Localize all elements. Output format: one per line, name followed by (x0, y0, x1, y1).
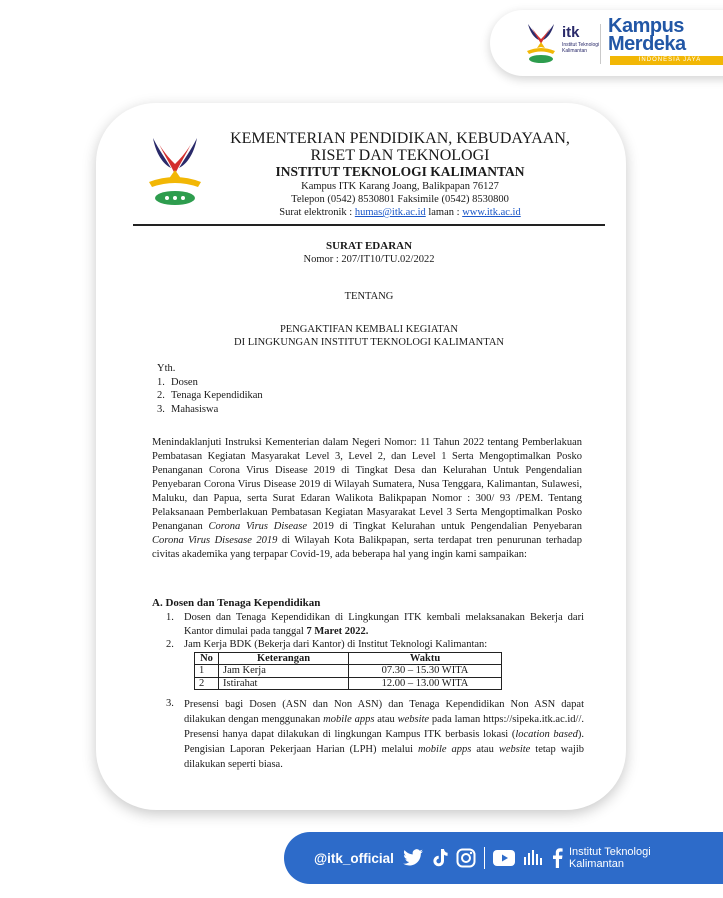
social-separator (484, 847, 485, 869)
kampus-line2: Merdeka (608, 33, 686, 55)
item-text-part: ). Pengisian Laporan Pekerjaan Harian (LPH) melalui (184, 729, 584, 755)
campus-line1: Institut Teknologi (568, 846, 651, 858)
list-number: 3. (157, 403, 165, 415)
start-date: 7 Maret 2022. (306, 625, 369, 637)
table-cell: Istirahat (219, 677, 349, 690)
item-number: 2. (166, 639, 174, 650)
subject-line2: DI LINGKUNGAN INSTITUT TEKNOLOGI KALIMANTAN (234, 337, 504, 348)
social-bar (284, 832, 723, 884)
table-row (195, 665, 502, 678)
item-italic: mobile apps (417, 744, 472, 755)
institution-name: INSTITUT TEKNOLOGI KALIMANTAN (275, 164, 525, 179)
table-cell: 07.30 – 15.30 WITA (349, 665, 502, 678)
tentang-heading: TENTANG (344, 291, 394, 302)
para-italic: Corona Virus Disease (208, 521, 308, 532)
document-type: SURAT EDARAN (325, 240, 413, 252)
table-header: No (195, 652, 219, 665)
table-cell: 2 (195, 677, 219, 690)
item-text-part: atau (471, 744, 499, 755)
email-link[interactable]: humas@itk.ac.id (354, 207, 426, 218)
item-text (184, 697, 584, 772)
twitter-icon[interactable] (402, 849, 424, 867)
item-text-part: Dosen dan Tenaga Kependidikan di Lingkungan ITK kembali melaksanakan Bekerja dari Kantor dimulai pada tanggal (184, 612, 584, 637)
section-a-items (166, 611, 584, 772)
item-italic: mobile apps (323, 714, 375, 725)
ministry-line1: KEMENTERIAN PENDIDIKAN, KEBUDAYAAN, (230, 130, 570, 147)
table-header: Waktu (349, 652, 502, 665)
item-italic: website (397, 714, 430, 725)
indonesia-jaya-tagline: INDONESIA JAYA (610, 56, 723, 65)
web-link[interactable]: www.itk.ac.id (462, 207, 521, 218)
list-number: 2. (157, 390, 165, 401)
brand-header (490, 10, 723, 76)
recipients-block (157, 362, 263, 416)
list-item (157, 376, 263, 390)
waveform-icon[interactable] (523, 849, 543, 867)
para-italic: Corona Virus Disesase 2019 (152, 535, 278, 546)
campus-name (569, 846, 651, 870)
item-text-part: pada laman https://sipeka.itk.ac.id//. Presensi hanya dapat dilakukan di lingkungan Kampus ITK berbasis lokasi ( (184, 714, 584, 740)
kampus-line1: Kampus (608, 15, 684, 37)
brand-divider (600, 24, 601, 64)
intro-paragraph (152, 436, 582, 562)
salutation: Yth. (157, 363, 176, 374)
subject-line1: PENGAKTIFAN KEMBALI KEGIATAN (279, 324, 459, 335)
instagram-icon[interactable] (456, 848, 476, 868)
web-label: laman : (425, 207, 463, 218)
campus-line2: Kalimantan (568, 858, 624, 870)
email-label: Surat elektronik : (279, 207, 355, 218)
list-item (157, 389, 263, 403)
tiktok-icon[interactable] (432, 848, 448, 868)
list-label: Mahasiswa (171, 403, 219, 415)
para-text: di Wilayah Kota Balikpapan, serta terdapat tren penurunan terhadap civitas akademika yang terpapar Covid-19, ada beberapa hal yang ingin kami sampaikan: (152, 535, 582, 560)
kampus-merdeka-logo (608, 17, 686, 53)
youtube-icon[interactable] (493, 850, 515, 866)
list-item (166, 638, 584, 652)
table-cell: Jam Kerja (219, 665, 349, 678)
itk-logo-icon (522, 18, 560, 71)
table-cell: 12.00 – 13.00 WITA (349, 677, 502, 690)
item-text-part: atau (374, 714, 398, 725)
list-label: Tenaga Kependidikan (171, 390, 263, 401)
ministry-line2: RISET DAN TEKNOLOGI (310, 147, 490, 164)
contact-line (210, 206, 590, 219)
para-text: 2019 di Tingkat Kelurahan untuk Pengendalian Penyebaran (307, 521, 582, 532)
document-number: Nomor : 207/IT10/TU.02/2022 (303, 254, 435, 265)
item-text-part: tetap wajib dilakukan seperti biasa. (184, 744, 585, 770)
itk-wordmark-sub: Institut Teknologi Kalimantan (562, 42, 600, 54)
phone: Telepon (0542) 8530801 Faksimile (0542) 8530800 (291, 194, 509, 205)
address: Kampus ITK Karang Joang, Balikpapan 76127 (301, 181, 499, 192)
recipient-list (157, 376, 263, 417)
table-header-row (195, 652, 502, 665)
letterhead (210, 130, 590, 219)
item-text-part: Presensi bagi Dosen (ASN dan Non ASN) dan Tenaga Kependidikan Non ASN dapat dilakukan dengan menggunakan (184, 699, 584, 725)
title-block (133, 240, 605, 349)
facebook-icon[interactable] (551, 848, 563, 868)
item-text: Jam Kerja BDK (Bekerja dari Kantor) di Institut Teknologi Kalimantan: (184, 639, 488, 650)
work-hours-table (194, 652, 502, 691)
item-number: 3. (166, 698, 174, 709)
table-cell: 1 (195, 665, 219, 678)
para-text: Menindaklanjuti Instruksi Kementerian dalam Negeri Nomor: 11 Tahun 2022 tentang Pemberlakuan Pembatasan Kegiatan Masyarakat Level 3, Level 2, dan Level 1 Serta Mengoptimalkan Posko Penanganan Corona Virus Disease 2019 di Tingkat Desa dan Kelurahan Untuk Pengendalian Penyebaran Corona Virus Disease 2019 di Wilayah Sumatera, Nusa Tenggara, Kalimantan, Sulawesi, Maluku, dan Papua, serta Surat Edaran Walikota Balikpapan Nomor : 300/ 93 /PEM. Tentang Pelaksanaan Pemberlakuan Pembatasan Kegiatan Masyarakat Level 3 Serta Mengoptimalkan Posko Penanganan (152, 437, 582, 532)
list-item (166, 697, 584, 772)
itk-emblem-icon (143, 130, 207, 215)
item-italic: website (498, 744, 531, 755)
item-italic: location based (515, 729, 578, 740)
list-label: Dosen (171, 376, 198, 388)
item-text (184, 611, 584, 638)
social-handle[interactable]: @itk_official (314, 850, 394, 866)
list-item (157, 403, 263, 417)
letterhead-rule (133, 224, 605, 226)
item-number: 1. (166, 612, 174, 623)
section-a-heading: A. Dosen dan Tenaga Kependidikan (152, 597, 321, 609)
list-item (166, 611, 584, 638)
table-row (195, 677, 502, 690)
list-number: 1. (157, 376, 165, 388)
table-header: Keterangan (219, 652, 349, 665)
itk-wordmark: itk (562, 24, 580, 41)
